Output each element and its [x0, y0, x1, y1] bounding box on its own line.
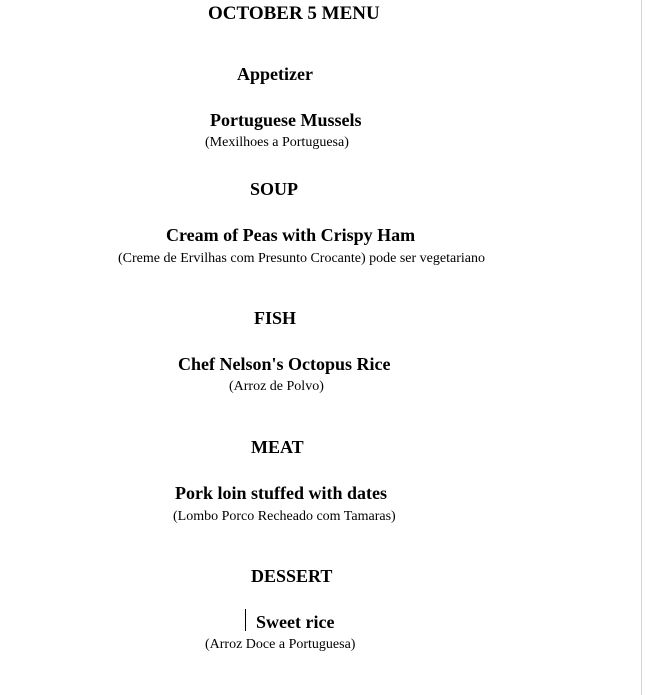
- menu-title: OCTOBER 5 MENU: [208, 3, 380, 24]
- soup-dish: Cream of Peas with Crispy Ham: [166, 225, 416, 245]
- appetizer-heading: Appetizer: [237, 64, 313, 84]
- fish-heading: FISH: [254, 308, 297, 328]
- meat-heading: MEAT: [251, 437, 304, 457]
- fish-dish: Chef Nelson's Octopus Rice: [178, 354, 391, 374]
- fish-translation: (Arroz de Polvo): [229, 379, 324, 394]
- text-cursor: [245, 609, 246, 631]
- meat-dish: Pork loin stuffed with dates: [175, 483, 388, 503]
- dessert-translation: (Arroz Doce a Portuguesa): [205, 637, 356, 652]
- soup-translation: (Creme de Ervilhas com Presunto Crocante) pode ser vegetariano: [118, 251, 485, 266]
- appetizer-translation: (Mexilhoes a Portuguesa): [205, 135, 349, 150]
- appetizer-dish: Portuguese Mussels: [210, 110, 362, 130]
- dessert-dish: Sweet rice: [256, 612, 335, 632]
- soup-heading: SOUP: [250, 179, 299, 199]
- meat-translation: (Lombo Porco Recheado com Tamaras): [173, 509, 396, 524]
- dessert-heading: DESSERT: [251, 566, 333, 586]
